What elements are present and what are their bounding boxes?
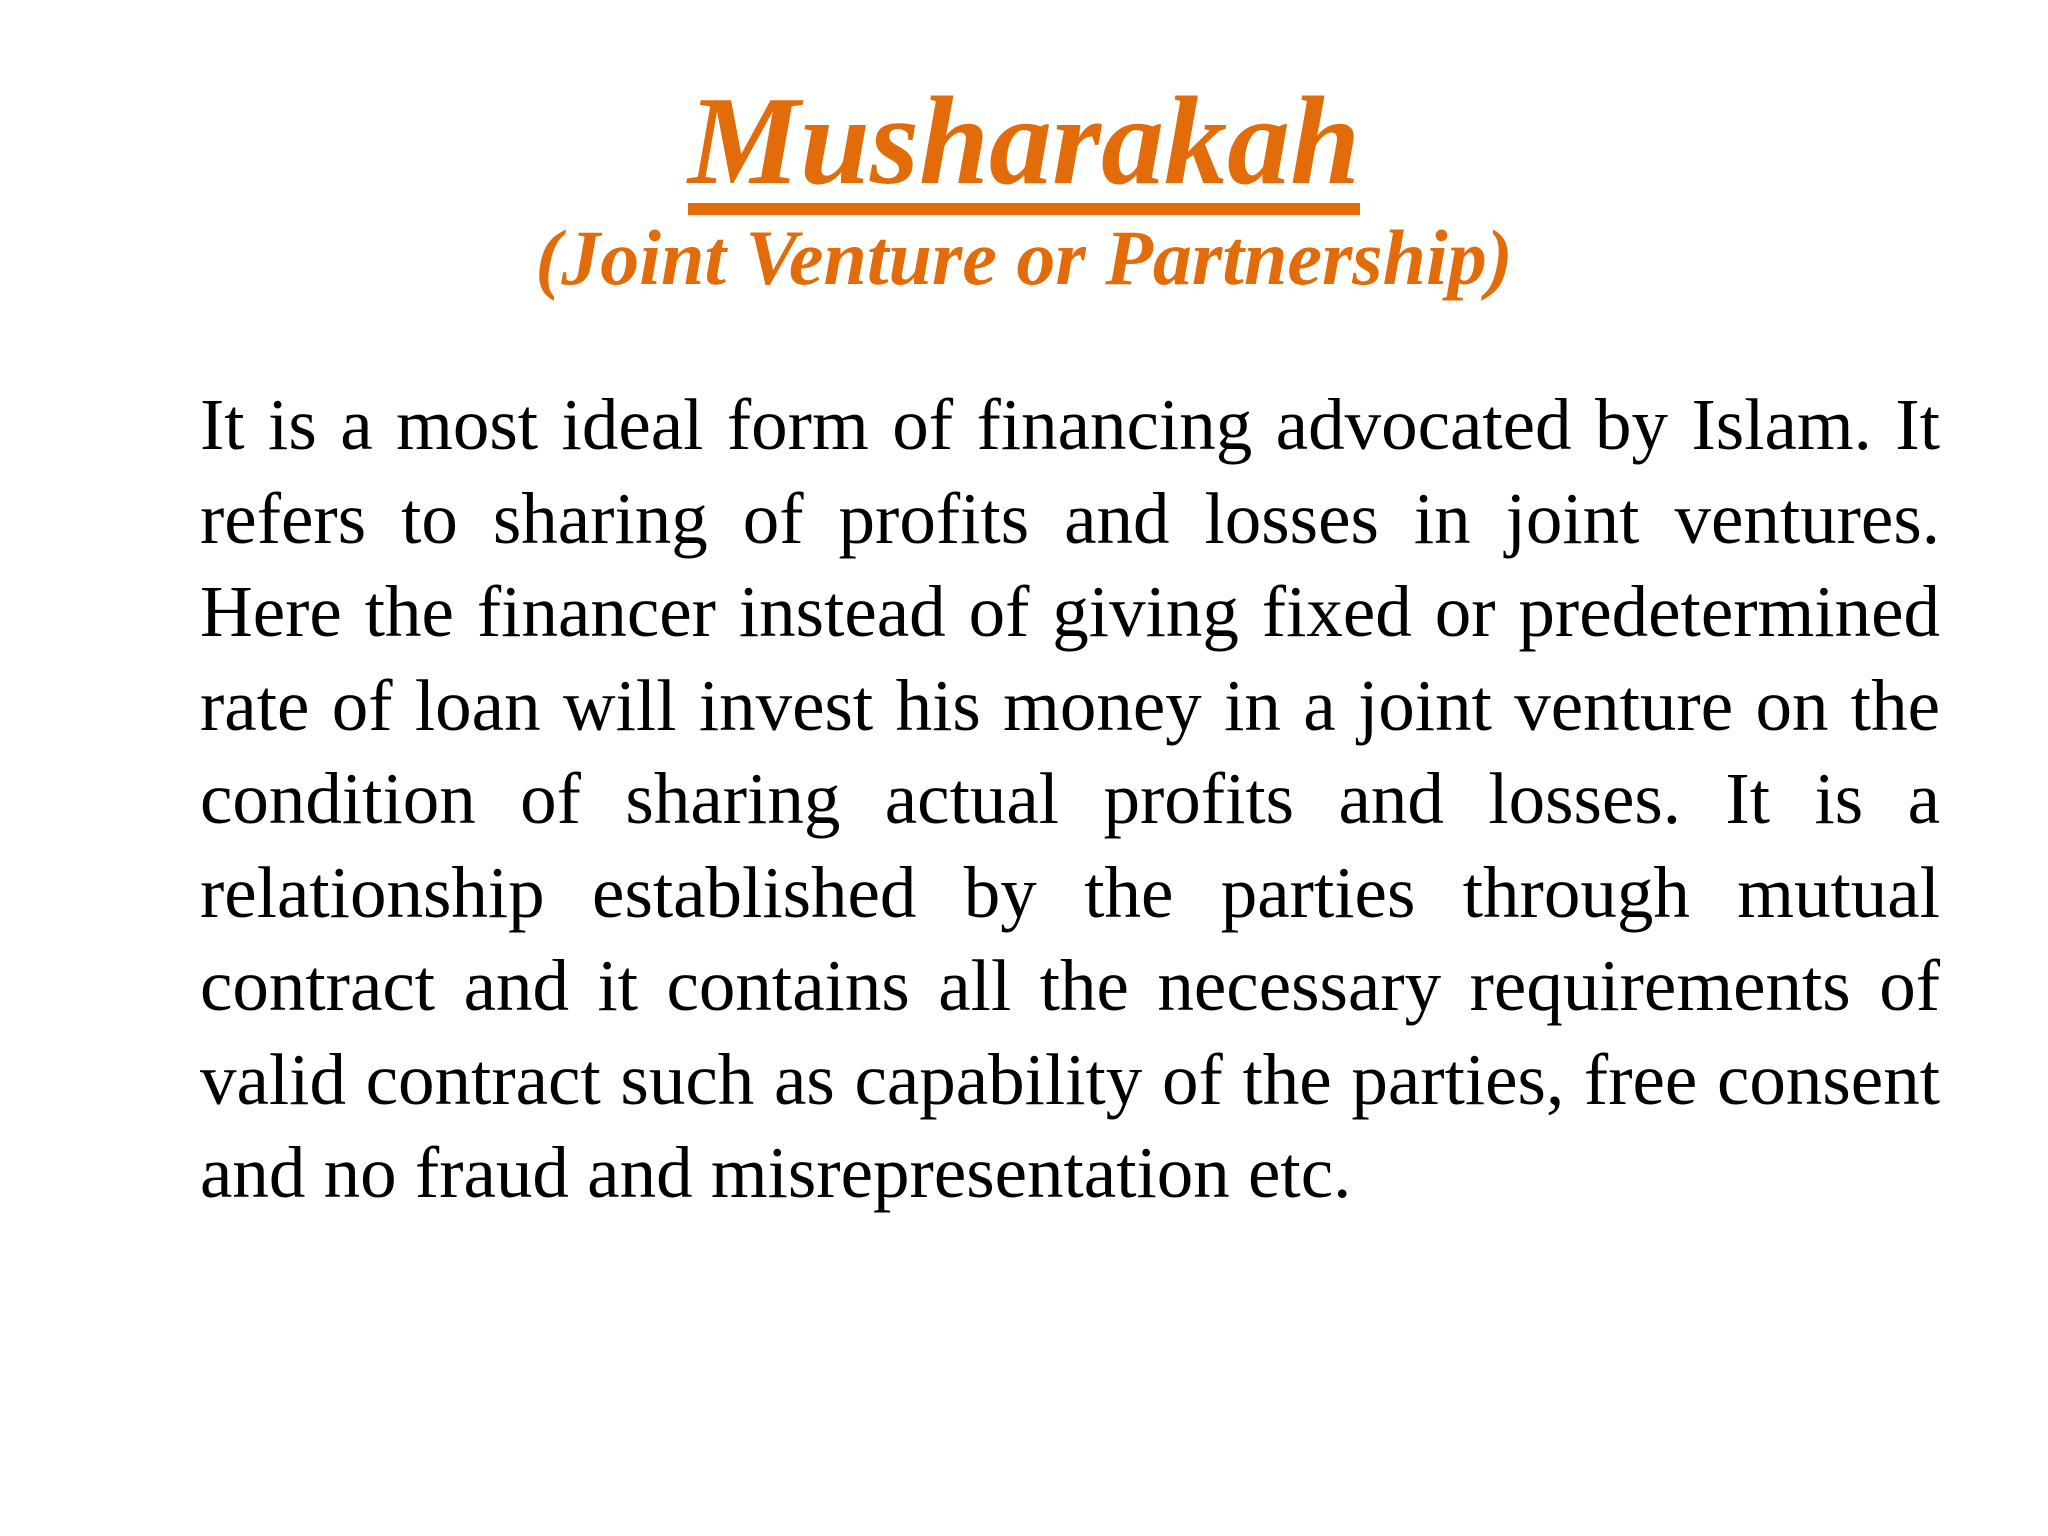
body-paragraph: It is a most ideal form of financing advocated by Islam. It refers to sharing of profits and losses in joint ventures. Here the financer instead of giving fixed or predetermined rate of loan will invest his money in a joint venture on the condition of sharing actual profits and losses. It is a relationship established by the parties through mutual contract and it contains all the necessary requirements of valid contract such as capability of the parties, free consent and no fraud and misrepresentation etc. (200, 384, 1940, 1213)
slide-title-text: Musharakah (688, 83, 1360, 215)
slide-title (0, 72, 2048, 215)
slide-subtitle: (Joint Venture or Partnership) (535, 214, 1513, 301)
